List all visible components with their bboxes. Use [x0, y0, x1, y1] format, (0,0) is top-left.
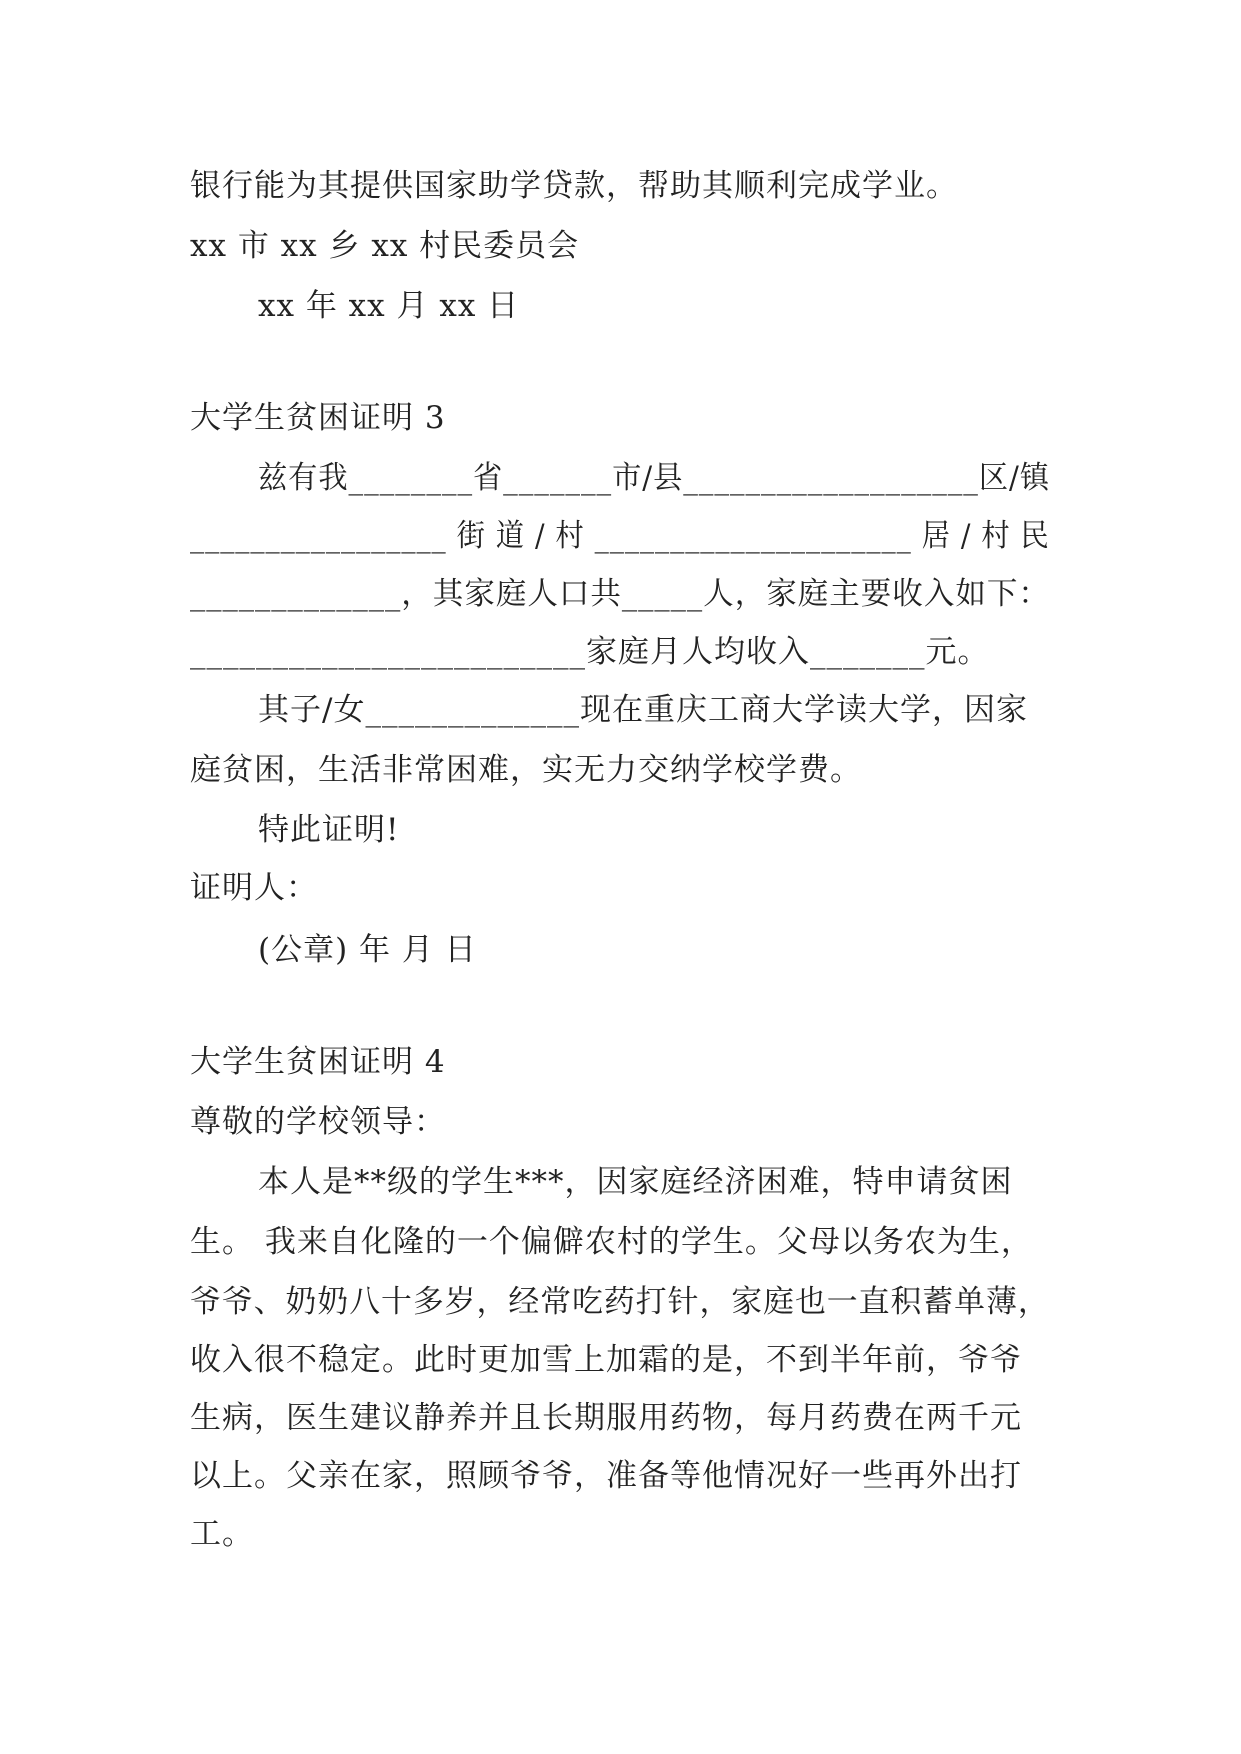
paragraph-line: 生病，医生建议静养并且长期服用药物，每月药费在两千元 — [190, 1400, 1022, 1436]
closing-line: 特此证明! — [258, 812, 400, 848]
paragraph-line: 庭贫困，生活非常困难，实无力交纳学校学费。 — [190, 752, 862, 788]
form-line: 兹有我________省_______市/县___________________区/镇 — [258, 460, 1051, 496]
section-title: 大学生贫困证明 4 — [190, 1044, 446, 1080]
paragraph-line: 银行能为其提供国家助学贷款，帮助其顺利完成学业。 — [190, 168, 958, 204]
form-line: ________________________家庭月人均收入_______元。 — [190, 634, 990, 670]
paragraph-line: 生。 我来自化隆的一个偏僻农村的学生。父母以务农为生， — [190, 1224, 1033, 1260]
paragraph-line: 收入很不稳定。此时更加雪上加霜的是，不到半年前，爷爷 — [190, 1342, 1022, 1378]
paragraph-line: 以上。父亲在家，照顾爷爷，准备等他情况好一些再外出打 — [190, 1458, 1022, 1494]
section-title: 大学生贫困证明 3 — [190, 400, 446, 436]
form-line: _____________，其家庭人口共_____人，家庭主要收入如下： — [190, 576, 1050, 612]
issuer-line: xx 市 xx 乡 xx 村民委员会 — [190, 228, 580, 264]
salutation: 尊敬的学校领导： — [190, 1104, 446, 1140]
form-line: _________________ 街 道 / 村 _____________________ 居 / 村 民 — [190, 518, 1050, 554]
seal-date-line: (公章) 年 月 日 — [258, 932, 477, 968]
date-line: xx 年 xx 月 xx 日 — [258, 288, 520, 324]
certifier-label: 证明人： — [190, 870, 318, 906]
paragraph-line: 工。 — [190, 1516, 254, 1552]
paragraph-line: 其子/女_____________现在重庆工商大学读大学，因家 — [258, 692, 1028, 728]
paragraph-line: 爷爷、奶奶八十多岁，经常吃药打针，家庭也一直积蓄单薄， — [190, 1284, 1050, 1320]
paragraph-line: 本人是**级的学生***，因家庭经济困难，特申请贫困 — [258, 1164, 1013, 1200]
